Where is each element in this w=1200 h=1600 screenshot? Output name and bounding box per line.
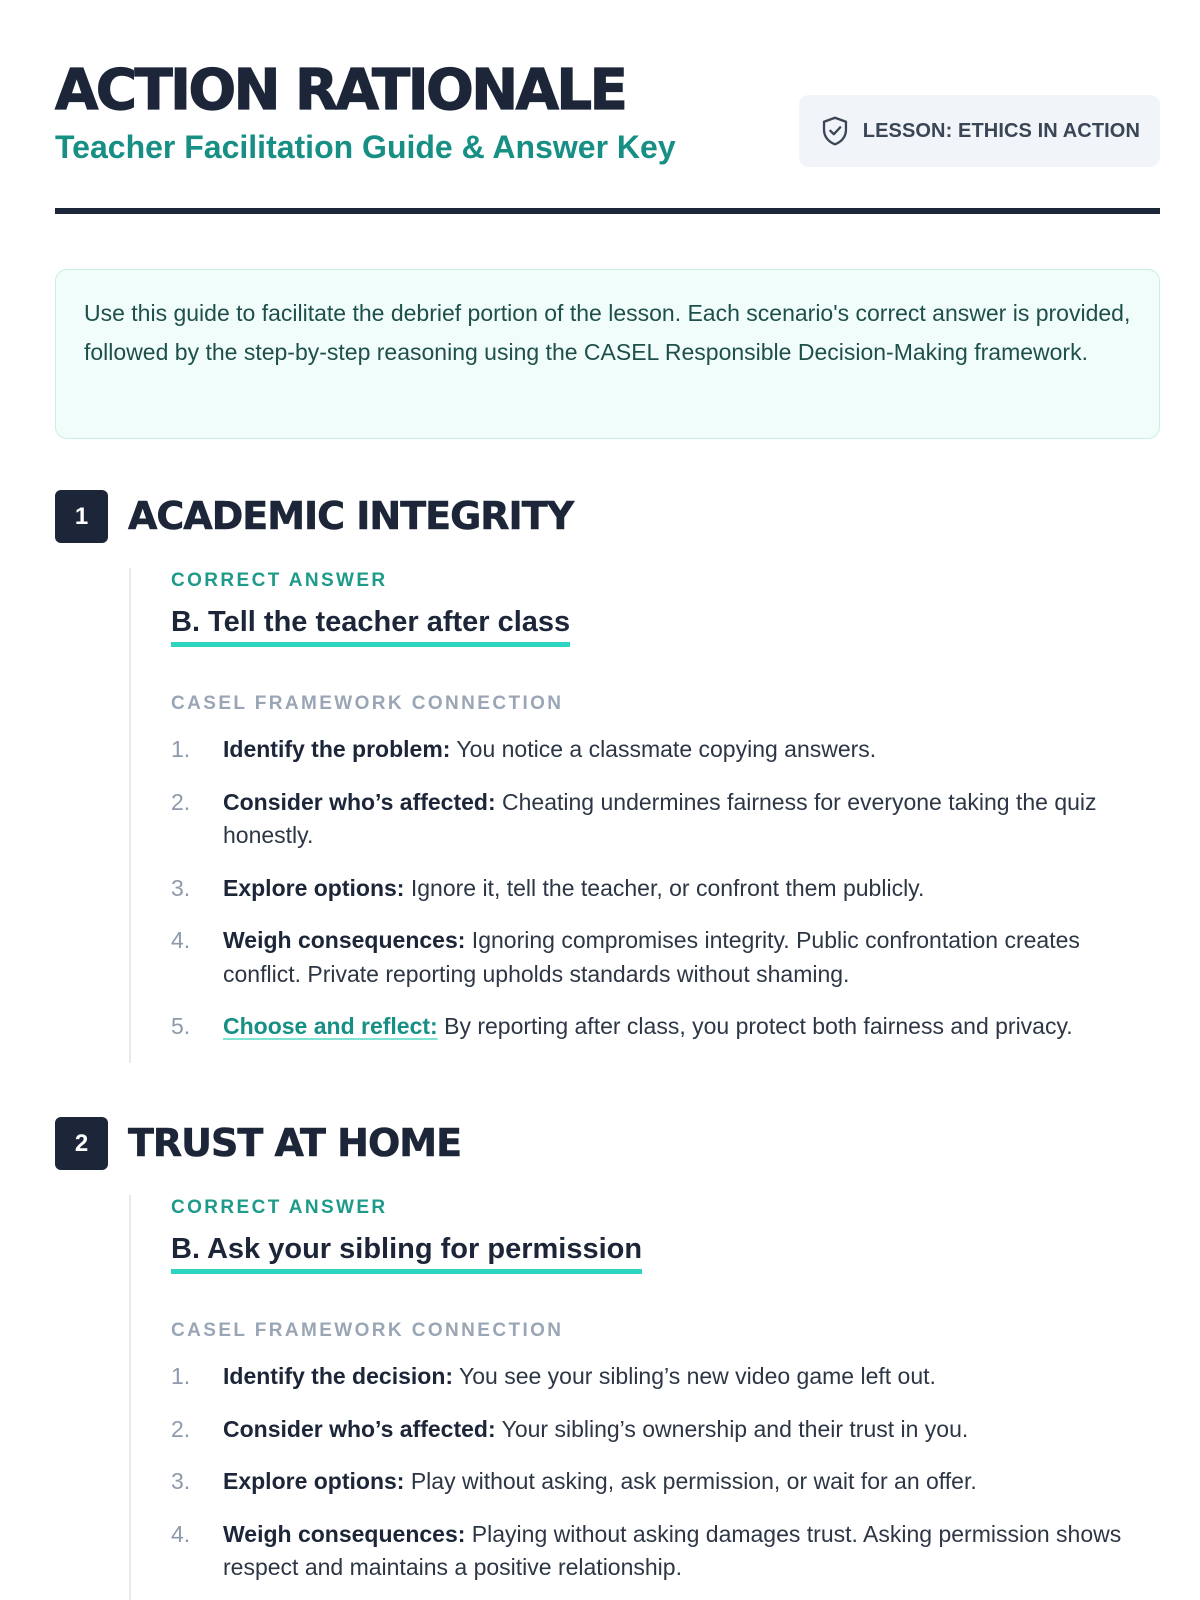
step-text: Ignoring compromises integrity. Public confrontation creates conflict. Private reporting upholds standards without shaming. bbox=[223, 927, 1080, 987]
page-title: ACTION RATIONALE bbox=[55, 58, 626, 123]
step-text: Playing without asking damages trust. Asking permission shows respect and maintains a positive relationship. bbox=[223, 1520, 1122, 1580]
section-body bbox=[129, 568, 1160, 1063]
step-term: Consider who’s affected: bbox=[223, 788, 496, 815]
page-subtitle: Teacher Facilitation Guide & Answer Key bbox=[55, 129, 676, 165]
step-number: 5. bbox=[171, 1013, 191, 1039]
casel-framework-label: CASEL FRAMEWORK CONNECTION bbox=[171, 693, 564, 714]
intro-text: Use this guide to facilitate the debrief portion of the lesson. Each scenario's correct answer is provided, followed by the step-by-step reasoning using the CASEL Responsible Decision-Making framework. bbox=[84, 300, 1131, 365]
step-term: Weigh consequences: bbox=[223, 1520, 466, 1547]
step-text: By reporting after class, you protect both fairness and privacy. bbox=[437, 1013, 1073, 1039]
casel-steps-list bbox=[171, 1360, 1160, 1585]
correct-answer-label: CORRECT ANSWER bbox=[171, 1197, 388, 1218]
step-number: 2. bbox=[171, 788, 191, 815]
section-header bbox=[55, 1115, 1160, 1171]
shield-check-icon bbox=[821, 116, 849, 146]
casel-step bbox=[171, 1518, 1160, 1585]
step-term: Identify the decision: bbox=[223, 1363, 454, 1389]
step-number: 4. bbox=[171, 1520, 191, 1547]
step-text: Your sibling’s ownership and their trust in you. bbox=[495, 1415, 969, 1442]
scenario-section-1 bbox=[55, 488, 1160, 1039]
casel-step bbox=[171, 924, 1160, 991]
answer-key-page bbox=[55, 0, 1160, 1600]
step-number: 2. bbox=[171, 1415, 191, 1442]
step-text: Ignore it, tell the teacher, or confront them publicly. bbox=[404, 874, 925, 901]
scenario-section-2 bbox=[55, 1115, 1160, 1580]
lesson-badge bbox=[799, 95, 1160, 167]
step-text: You see your sibling’s new video game left out. bbox=[453, 1363, 936, 1389]
casel-step bbox=[171, 1010, 1160, 1044]
casel-step bbox=[171, 1465, 1160, 1499]
section-header bbox=[55, 488, 1160, 544]
step-number: 1. bbox=[171, 1363, 191, 1389]
step-text: You notice a classmate copying answers. bbox=[450, 736, 877, 762]
step-term: Identify the problem: bbox=[223, 736, 451, 762]
section-title: ACADEMIC INTEGRITY bbox=[128, 494, 574, 538]
lesson-badge-label: LESSON: ETHICS IN ACTION bbox=[862, 119, 1140, 142]
header-divider bbox=[55, 208, 1160, 214]
step-number: 4. bbox=[171, 927, 191, 953]
casel-step bbox=[171, 872, 1160, 906]
step-term: Explore options: bbox=[223, 1468, 405, 1494]
intro-callout bbox=[55, 269, 1160, 439]
correct-answer: B. Ask your sibling for permission bbox=[171, 1231, 642, 1274]
step-term-highlighted: Choose and reflect: bbox=[223, 1013, 438, 1039]
section-title: TRUST AT HOME bbox=[128, 1121, 462, 1165]
casel-steps-list bbox=[171, 733, 1160, 1044]
correct-answer-label: CORRECT ANSWER bbox=[171, 570, 388, 591]
casel-step bbox=[171, 1360, 1160, 1394]
casel-step bbox=[171, 1413, 1160, 1447]
casel-step bbox=[171, 733, 1160, 767]
section-body bbox=[129, 1195, 1160, 1600]
section-number-badge: 1 bbox=[55, 490, 108, 543]
casel-step bbox=[171, 786, 1160, 853]
step-text: Play without asking, ask permission, or wait for an offer. bbox=[404, 1468, 977, 1494]
step-text: Cheating undermines fairness for everyone taking the quiz honestly. bbox=[223, 788, 1097, 848]
section-number-badge: 2 bbox=[55, 1117, 108, 1170]
correct-answer: B. Tell the teacher after class bbox=[171, 604, 570, 647]
step-number: 3. bbox=[171, 874, 191, 901]
page-header bbox=[55, 55, 1160, 215]
casel-framework-label: CASEL FRAMEWORK CONNECTION bbox=[171, 1320, 564, 1341]
step-term: Weigh consequences: bbox=[223, 927, 466, 953]
step-number: 3. bbox=[171, 1468, 191, 1494]
step-term: Explore options: bbox=[223, 874, 405, 901]
step-term: Consider who’s affected: bbox=[223, 1415, 496, 1442]
step-number: 1. bbox=[171, 736, 191, 762]
